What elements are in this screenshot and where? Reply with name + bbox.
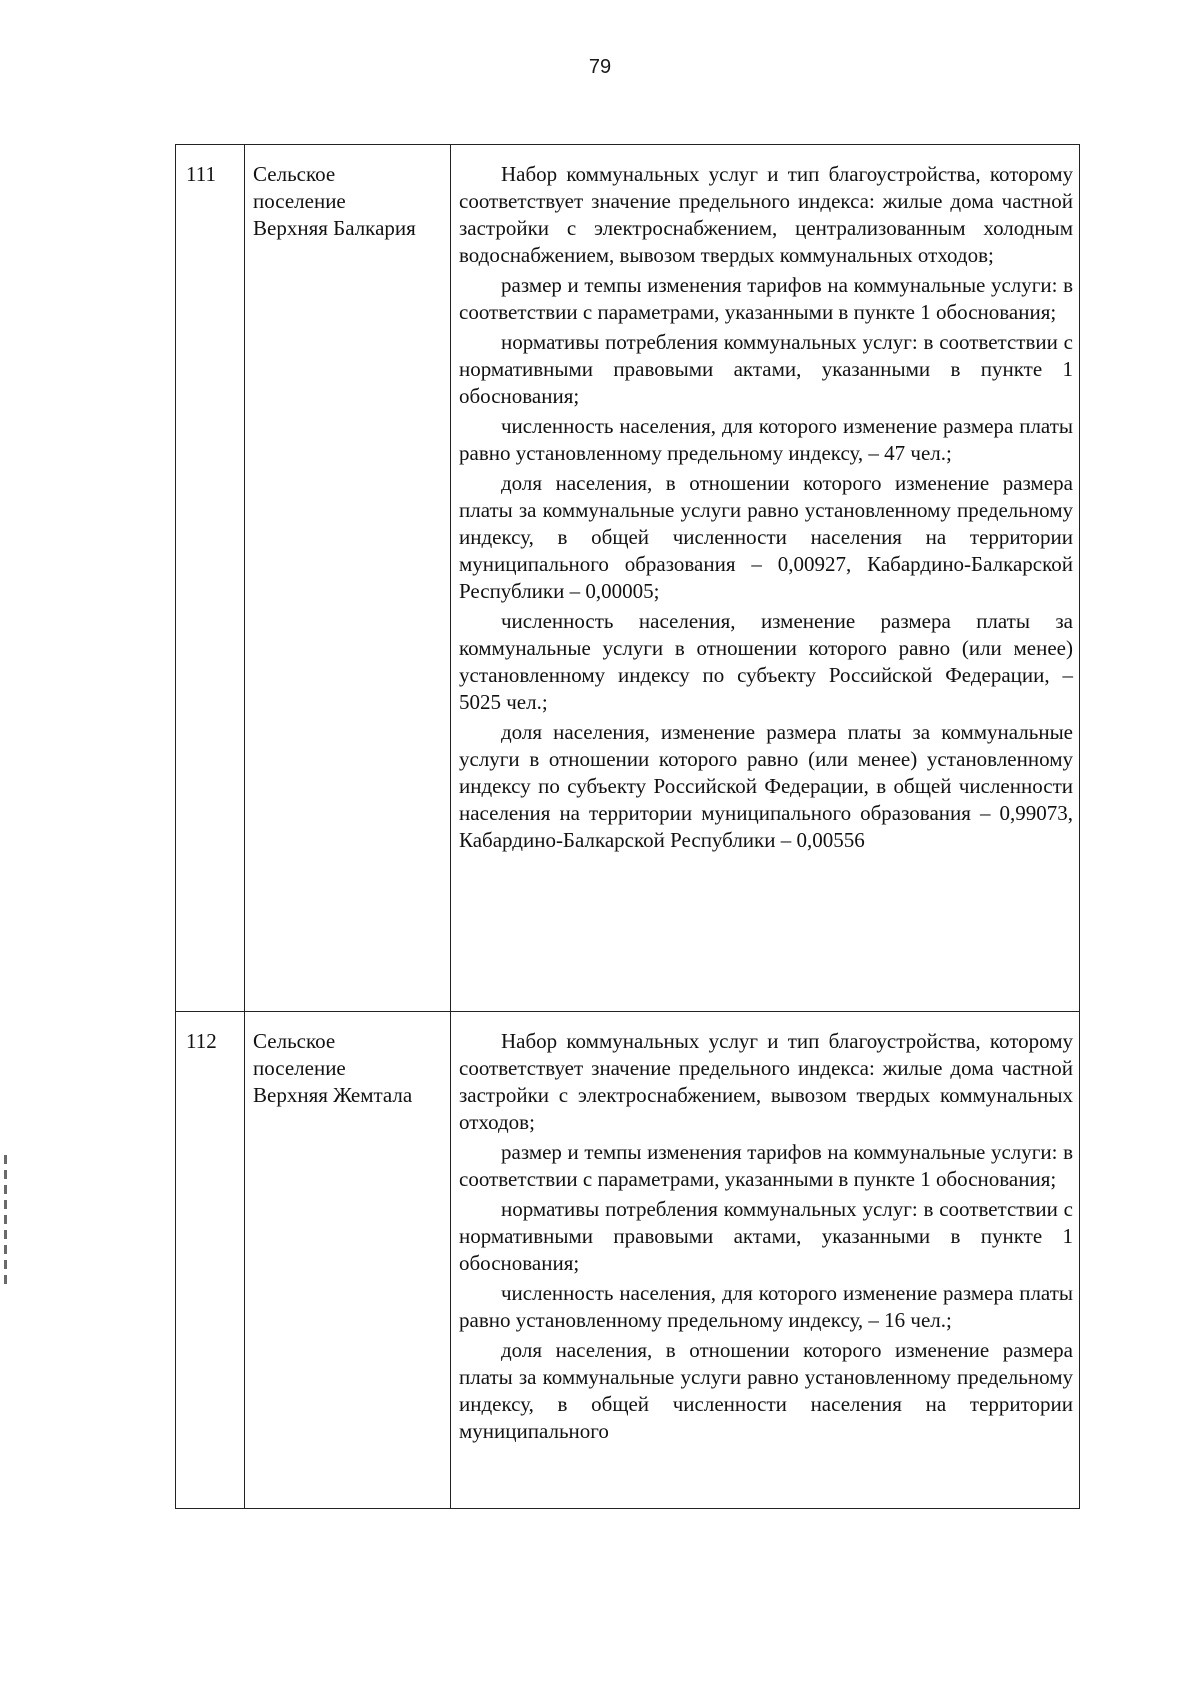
- description-paragraph: нормативы потребления коммунальных услуг: в соответствии с нормативными правовыми актами, указанными в пункте 1 обоснования;: [459, 1197, 1073, 1275]
- description-paragraph: доля населения, изменение размера платы за коммунальные услуги в отношении которого равно (или менее) установленному индексу по субъекту Российской Федерации, в общей численности населения на территории муниципального образования – 0,99073, Кабардино-Балкарской Республики – 0,00556: [459, 720, 1073, 852]
- settlement-name-line: поселение: [253, 189, 346, 213]
- page-number: 79: [588, 56, 612, 78]
- description-paragraph: доля населения, в отношении которого изменение размера платы за коммунальные услуги равно установленному предельному индексу, в общей численности населения на территории муниципального: [459, 1338, 1073, 1443]
- description-paragraph: численность населения, изменение размера платы за коммунальные услуги в отношении которого равно (или менее) установленному индексу по субъекту Российской Федерации, – 5025 чел.;: [459, 609, 1073, 714]
- settlement-name-line: Верхняя Балкария: [253, 216, 416, 240]
- description-cell: [451, 1012, 1079, 1508]
- margin-scan-mark: [4, 1155, 7, 1285]
- settlement-name-line: Верхняя Жемтала: [253, 1083, 413, 1107]
- table-row: [176, 145, 1079, 1011]
- description-paragraph: размер и темпы изменения тарифов на коммунальные услуги: в соответствии с параметрами, указанными в пункте 1 обоснования;: [459, 1140, 1073, 1191]
- settlement-name: [245, 145, 451, 1011]
- row-number: 112: [176, 1012, 245, 1508]
- description-paragraph: размер и темпы изменения тарифов на коммунальные услуги: в соответствии с параметрами, указанными в пункте 1 обоснования;: [459, 273, 1073, 324]
- document-table: [175, 144, 1080, 1509]
- description-paragraph: Набор коммунальных услуг и тип благоустройства, которому соответствует значение предельного индекса: жилые дома частной застройки с электроснабжением, централизованным холодным водоснабжением, вывозом твердых коммунальных отходов;: [459, 162, 1073, 267]
- description-paragraph: доля населения, в отношении которого изменение размера платы за коммунальные услуги равно установленному предельному индексу, в общей численности населения на территории муниципального образования – 0,00927, Кабардино-Балкарской Республики – 0,00005;: [459, 471, 1073, 603]
- description-paragraph: численность населения, для которого изменение размера платы равно установленному предельному индексу, – 16 чел.;: [459, 1281, 1073, 1332]
- description-cell: [451, 145, 1079, 1011]
- row-number: 111: [176, 145, 245, 1011]
- table-row: [176, 1011, 1079, 1508]
- description-paragraph: численность населения, для которого изменение размера платы равно установленному предельному индексу, – 47 чел.;: [459, 414, 1073, 465]
- settlement-name-line: Сельское: [253, 162, 336, 186]
- settlement-name-line: поселение: [253, 1056, 346, 1080]
- description-paragraph: нормативы потребления коммунальных услуг: в соответствии с нормативными правовыми актами, указанными в пункте 1 обоснования;: [459, 330, 1073, 408]
- settlement-name: [245, 1012, 451, 1508]
- settlement-name-line: Сельское: [253, 1029, 336, 1053]
- description-paragraph: Набор коммунальных услуг и тип благоустройства, которому соответствует значение предельного индекса: жилые дома частной застройки с электроснабжением, вывозом твердых коммунальных отходов;: [459, 1029, 1073, 1134]
